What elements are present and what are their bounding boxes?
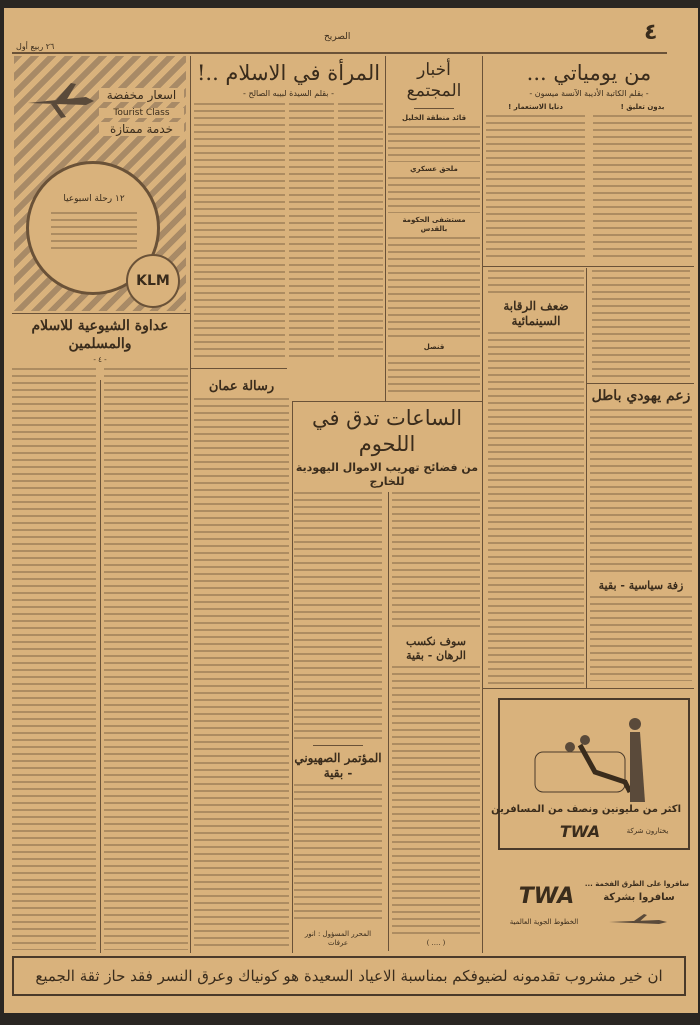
klm-line2: Tourist Class (99, 108, 184, 118)
cinema-column (488, 270, 584, 684)
rule (12, 313, 190, 314)
article-body (488, 270, 584, 296)
klm-body-text (51, 212, 137, 250)
headline-clocks: الساعات تدق في اللحوم (311, 406, 463, 457)
headline-claim: زعم يهودي باطل (591, 388, 691, 404)
society-subhead: مستشفى الحكومة بالقدس (402, 215, 466, 233)
headline-society: أخبار المجتمع (406, 60, 462, 102)
column-rule (482, 56, 483, 953)
rule (292, 401, 482, 402)
twa2-logo: TWA (518, 884, 575, 909)
diary-subhead: بدون تعليق ! (620, 102, 665, 111)
twa2-cta: سافروا بشركة (603, 892, 675, 903)
article-body (590, 596, 692, 681)
ellipsis-sign: ( .... ) (426, 938, 446, 947)
headline-woman: المرأة في الاسلام ..! (196, 61, 381, 85)
article-body (392, 492, 480, 632)
klm-line3: خدمة ممتازة (99, 122, 184, 136)
column-rule (292, 401, 293, 953)
woman-article (194, 60, 383, 360)
article-body (294, 492, 382, 740)
klm-ad (14, 56, 186, 311)
byline-woman: - بقلم السيدة لبيبه الصالح - (243, 89, 334, 99)
footer-credit: المحرر المسؤول : انور عرفات (304, 929, 372, 947)
page-number: ٤ (644, 20, 658, 45)
claim-article (590, 388, 692, 684)
article-body (104, 368, 188, 950)
society-subhead: قنصل (423, 342, 445, 351)
rule (414, 108, 454, 109)
communism-article (12, 318, 188, 950)
twa-logo: TWA (559, 822, 601, 841)
article-body (294, 784, 382, 924)
rule (190, 368, 287, 369)
klm-logo: KLM (126, 254, 180, 308)
headline-cinema: ضعف الرقابة السينمائية (503, 299, 569, 328)
subtitle-clocks: من فضائح تهريب الاموال اليهودية للخارج (295, 460, 479, 488)
article-body (388, 355, 480, 395)
klm-trips: ١٢ رحلة اسبوعيا (63, 194, 125, 204)
article-body (388, 126, 480, 162)
headline-hostages: سوف نكسب الرهان - بقية (406, 635, 466, 662)
newspaper-page (4, 8, 698, 1013)
article-body (388, 177, 480, 213)
article-body (392, 666, 480, 936)
rule (482, 266, 694, 267)
article-body (194, 103, 285, 360)
masthead-rule (12, 52, 667, 54)
article-body (486, 115, 585, 261)
twa-side: يختارون شركة (626, 827, 669, 835)
separator: - ٤ - (93, 356, 107, 364)
date: ٢٦ ربيع أول (16, 42, 55, 51)
article-body (289, 103, 334, 360)
banner-ad: ان خير مشروب تقدمونه لضيوفكم بمناسبة الاعياد السعيدة هو كونياك وعرق النسر فقد حاز ثقة الجميع (12, 956, 686, 996)
twa2-headline: سافروا على الطرق الفخمة ... (584, 880, 689, 888)
twa-ad-1 (491, 698, 690, 850)
headline-zionist: المؤتمر الصهيوني - بقية (294, 750, 382, 780)
column-rule (190, 56, 191, 953)
article-body (592, 270, 690, 380)
article-body (590, 409, 692, 577)
article-body (488, 332, 584, 684)
rule (313, 745, 363, 746)
headline-political: زفة سياسية - بقية (598, 579, 684, 593)
diary-article (486, 60, 692, 264)
column-rule (586, 268, 587, 688)
article-body (338, 103, 383, 360)
headline-communism: عداوة الشيوعية للاسلام والمسلمين (31, 318, 169, 352)
society-subhead: قائد منطقة الخليل (401, 113, 467, 122)
article-body (388, 237, 480, 340)
society-article (388, 60, 480, 398)
amman-article (194, 376, 289, 948)
headline-diary: من يومياتي ... (526, 61, 652, 85)
article-body (12, 368, 96, 950)
rule (586, 383, 694, 384)
airplane-icon (609, 913, 669, 927)
rule (482, 688, 694, 689)
passengers-illustration (530, 712, 660, 802)
paper-name: الصريح (324, 32, 351, 42)
klm-line1: اسعار مخفضة (99, 88, 184, 102)
headline-amman: رسالة عمان (208, 379, 275, 394)
column-rule (385, 56, 386, 401)
twa2-sub: الخطوط الجوية العالمية (509, 918, 579, 926)
twa-caption: اكثر من مليونين ونصف من المسافرين (491, 804, 681, 815)
byline-diary: - بقلم الكاتبة الأديبة الآنسة ميسون - (529, 89, 649, 99)
clocks-article (294, 405, 480, 951)
diary-subhead: دنايا الاستعمار ! (508, 102, 563, 111)
society-subhead: ملحق عسكري (410, 164, 458, 173)
article-body (194, 398, 289, 948)
article-body (593, 115, 692, 261)
airplane-icon (26, 81, 91, 111)
